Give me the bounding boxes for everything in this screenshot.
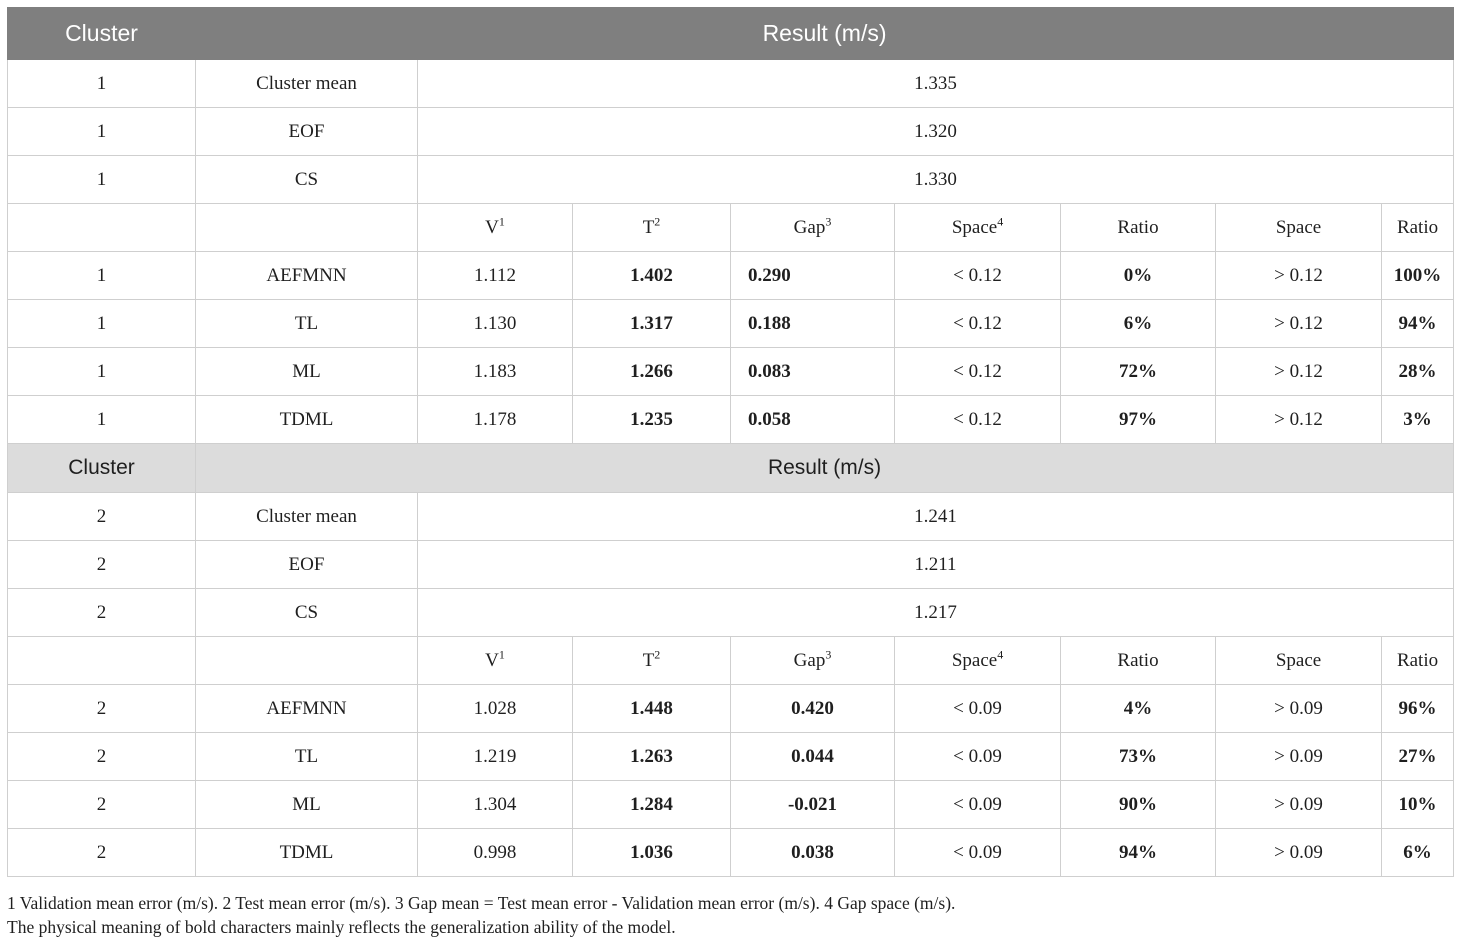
cluster-cell: 1	[8, 396, 196, 444]
empty-cell	[196, 637, 418, 685]
ratio-header-2: Ratio	[1382, 204, 1454, 252]
ratio-lt-cell: 0%	[1061, 252, 1216, 300]
v-header: $V^1$	[418, 204, 573, 252]
space-lt-cell: < 0.12	[895, 300, 1061, 348]
cluster-cell: 2	[8, 493, 196, 541]
space-header: Space$^4$	[895, 204, 1061, 252]
space-gt-cell: > 0.12	[1216, 396, 1382, 444]
v-cell: 1.178	[418, 396, 573, 444]
t-cell: 1.266	[573, 348, 731, 396]
space-gt-cell: > 0.09	[1216, 781, 1382, 829]
gap-cell: 0.420	[731, 685, 895, 733]
ratio-lt-cell: 94%	[1061, 829, 1216, 877]
t-cell: 1.036	[573, 829, 731, 877]
ratio-lt-cell: 72%	[1061, 348, 1216, 396]
table-row	[8, 829, 1454, 877]
result-value-cell: 1.330	[418, 156, 1454, 204]
v-cell: 1.028	[418, 685, 573, 733]
footnote-bold-meaning: The physical meaning of bold characters mainly reflects the generalization ability of the model.	[7, 917, 676, 937]
method-cell: Cluster mean	[196, 60, 418, 108]
space-lt-cell: < 0.12	[895, 252, 1061, 300]
metric-header-row	[8, 204, 1454, 252]
space-lt-cell: < 0.12	[895, 396, 1061, 444]
gap-header: Gap$^3$	[731, 204, 895, 252]
table-row	[8, 493, 1454, 541]
ratio-header-2: Ratio	[1382, 637, 1454, 685]
method-cell: CS	[196, 156, 418, 204]
cluster-header: Cluster	[8, 8, 196, 60]
space-gt-cell: > 0.12	[1216, 252, 1382, 300]
t-cell: 1.402	[573, 252, 731, 300]
space-header-2: Space	[1216, 637, 1382, 685]
cluster-cell: 2	[8, 541, 196, 589]
space-lt-cell: < 0.09	[895, 685, 1061, 733]
method-cell: TDML	[196, 829, 418, 877]
ratio-lt-cell: 97%	[1061, 396, 1216, 444]
v-cell: 1.219	[418, 733, 573, 781]
cluster-cell: 1	[8, 348, 196, 396]
ratio-gt-cell: 3%	[1382, 396, 1454, 444]
ratio-gt-cell: 28%	[1382, 348, 1454, 396]
t-cell: 1.284	[573, 781, 731, 829]
gap-cell: 0.058	[731, 396, 895, 444]
empty-cell	[8, 637, 196, 685]
metric-header-row	[8, 637, 1454, 685]
v-header: $V^1$	[418, 637, 573, 685]
result-header: Result (m/s)	[196, 8, 1454, 60]
method-cell: TDML	[196, 396, 418, 444]
ratio-lt-cell: 6%	[1061, 300, 1216, 348]
ratio-gt-cell: 27%	[1382, 733, 1454, 781]
t-cell: 1.235	[573, 396, 731, 444]
method-cell: ML	[196, 348, 418, 396]
cluster-cell: 1	[8, 252, 196, 300]
v-cell: 1.183	[418, 348, 573, 396]
space-gt-cell: > 0.12	[1216, 348, 1382, 396]
method-cell: Cluster mean	[196, 493, 418, 541]
cluster-cell: 2	[8, 685, 196, 733]
space-lt-cell: < 0.09	[895, 781, 1061, 829]
space-gt-cell: > 0.09	[1216, 733, 1382, 781]
method-cell: AEFMNN	[196, 252, 418, 300]
ratio-gt-cell: 96%	[1382, 685, 1454, 733]
result-value-cell: 1.211	[418, 541, 1454, 589]
space-gt-cell: > 0.12	[1216, 300, 1382, 348]
table-header-row	[8, 444, 1454, 493]
table-row	[8, 252, 1454, 300]
table-row	[8, 108, 1454, 156]
cluster-cell: 2	[8, 829, 196, 877]
table-row	[8, 685, 1454, 733]
result-value-cell: 1.217	[418, 589, 1454, 637]
table-row	[8, 589, 1454, 637]
t-cell: 1.263	[573, 733, 731, 781]
cluster-header: Cluster	[8, 444, 196, 493]
space-gt-cell: > 0.09	[1216, 685, 1382, 733]
ratio-gt-cell: 100%	[1382, 252, 1454, 300]
cluster-cell: 1	[8, 108, 196, 156]
results-table	[7, 7, 1454, 877]
cluster-cell: 2	[8, 733, 196, 781]
cluster-cell: 2	[8, 589, 196, 637]
space-header-2: Space	[1216, 204, 1382, 252]
v-cell: 1.112	[418, 252, 573, 300]
t-header: $T^2$	[573, 204, 731, 252]
table-row	[8, 396, 1454, 444]
result-value-cell: 1.241	[418, 493, 1454, 541]
space-header: Space$^4$	[895, 637, 1061, 685]
gap-cell: 0.188	[731, 300, 895, 348]
table-row	[8, 156, 1454, 204]
ratio-header: Ratio	[1061, 204, 1216, 252]
method-cell: TL	[196, 733, 418, 781]
gap-cell: 0.044	[731, 733, 895, 781]
method-cell: TL	[196, 300, 418, 348]
t-cell: 1.317	[573, 300, 731, 348]
table-row	[8, 300, 1454, 348]
ratio-lt-cell: 4%	[1061, 685, 1216, 733]
table-row	[8, 60, 1454, 108]
table-row	[8, 781, 1454, 829]
method-cell: AEFMNN	[196, 685, 418, 733]
v-cell: 1.304	[418, 781, 573, 829]
gap-cell: -0.021	[731, 781, 895, 829]
ratio-gt-cell: 10%	[1382, 781, 1454, 829]
result-value-cell: 1.320	[418, 108, 1454, 156]
ratio-lt-cell: 90%	[1061, 781, 1216, 829]
table-row	[8, 541, 1454, 589]
gap-cell: 0.083	[731, 348, 895, 396]
footnote-definitions: 1 Validation mean error (m/s). 2 Test mean error (m/s). 3 Gap mean = Test mean error - Validation mean error (m/s). 4 Gap space (m/s).	[7, 893, 956, 913]
result-value-cell: 1.335	[418, 60, 1454, 108]
space-lt-cell: < 0.12	[895, 348, 1061, 396]
gap-header: Gap$^3$	[731, 637, 895, 685]
table-header-row	[8, 8, 1454, 60]
cluster-cell: 1	[8, 156, 196, 204]
space-lt-cell: < 0.09	[895, 829, 1061, 877]
method-cell: EOF	[196, 541, 418, 589]
method-cell: CS	[196, 589, 418, 637]
v-cell: 1.130	[418, 300, 573, 348]
cluster-cell: 1	[8, 300, 196, 348]
ratio-header: Ratio	[1061, 637, 1216, 685]
gap-cell: 0.038	[731, 829, 895, 877]
cluster-cell: 1	[8, 60, 196, 108]
gap-cell: 0.290	[731, 252, 895, 300]
method-cell: ML	[196, 781, 418, 829]
space-lt-cell: < 0.09	[895, 733, 1061, 781]
table-footnotes	[7, 891, 1453, 939]
space-gt-cell: > 0.09	[1216, 829, 1382, 877]
table-row	[8, 733, 1454, 781]
ratio-gt-cell: 94%	[1382, 300, 1454, 348]
t-header: $T^2$	[573, 637, 731, 685]
cluster-cell: 2	[8, 781, 196, 829]
empty-cell	[196, 204, 418, 252]
ratio-gt-cell: 6%	[1382, 829, 1454, 877]
ratio-lt-cell: 73%	[1061, 733, 1216, 781]
empty-cell	[8, 204, 196, 252]
table-row	[8, 348, 1454, 396]
method-cell: EOF	[196, 108, 418, 156]
v-cell: 0.998	[418, 829, 573, 877]
result-header: Result (m/s)	[196, 444, 1454, 493]
t-cell: 1.448	[573, 685, 731, 733]
